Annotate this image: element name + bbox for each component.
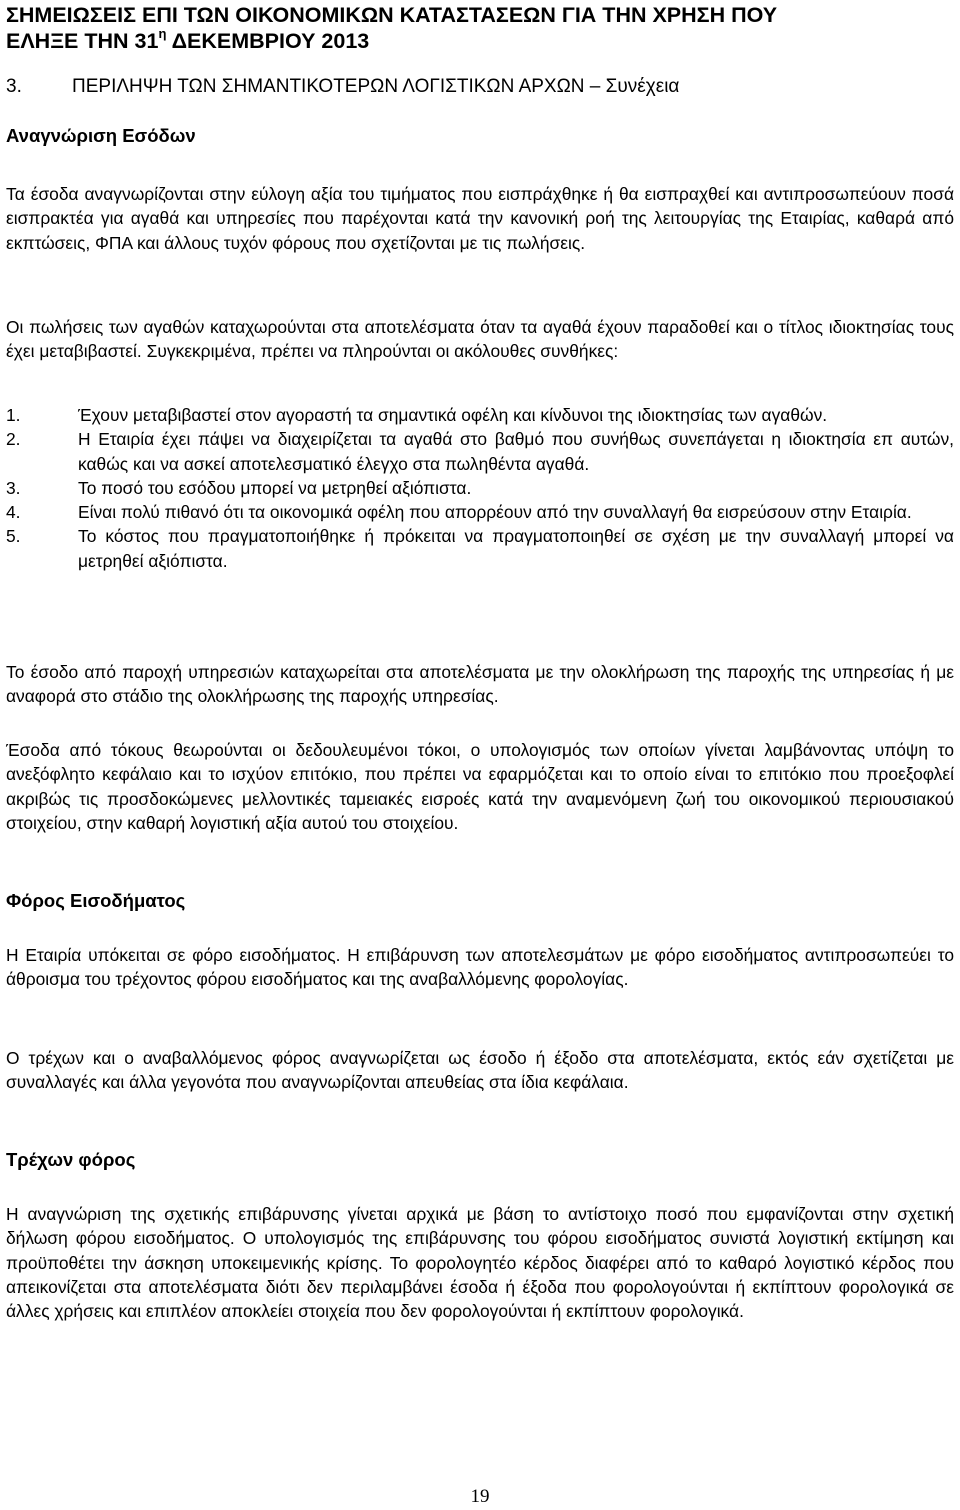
list-item-text: Έχουν μεταβιβαστεί στον αγοραστή τα σημαντικά οφέλη και κίνδυνοι της ιδιοκτησίας των αγαθών. xyxy=(78,405,828,425)
revenue-paragraph-4: Έσοδα από τόκους θεωρούνται οι δεδουλευμένοι τόκοι, ο υπολογισμός των οποίων γίνεται λαμβάνοντας υπόψη το ανεξόφλητο κεφάλαιο και το ισχύον επιτόκιο, που πρέπει να εφαρμόζεται και το οποίο είναι το επιτόκιο που προεξοφλεί ακριβώς τις προσδοκώμενες μελλοντικές ταμειακές εισροές κατά την αναμενόμενη ζωή του οικονομικού περιουσιακού στοιχείου, στην καθαρή λογιστική αξία αυτού του στοιχείου. xyxy=(6,740,954,833)
list-item-number: 1. xyxy=(6,405,21,425)
income-tax-paragraph-1: Η Εταιρία υπόκειται σε φόρο εισοδήματος. Η επιβάρυνση των αποτελεσμάτων με φόρο εισοδήματος αντιπροσωπεύει το άθροισμα του τρέχοντος φόρου εισοδήματος και της αναβαλλόμενης φορολογίας. xyxy=(6,945,954,990)
revenue-heading: Αναγνώριση Εσόδων xyxy=(6,125,196,146)
income-tax-heading: Φόρος Εισοδήματος xyxy=(6,890,186,911)
list-item-number: 4. xyxy=(6,502,21,523)
header-line-2-prefix: ΕΛΗΞΕ ΤΗΝ 31 xyxy=(6,29,159,53)
header-superscript: η xyxy=(158,25,167,41)
header-line-1: ΣΗΜΕΙΩΣΕΙΣ ΕΠΙ ΤΩΝ ΟΙΚΟΝΟΜΙΚΩΝ ΚΑΤΑΣΤΑΣΕΩΝ ΓΙΑ ΤΗΝ ΧΡΗΣΗ ΠΟΥ xyxy=(6,3,778,27)
list-item-text: Είναι πολύ πιθανό ότι τα οικονομικά οφέλη που απορρέουν από την συναλλαγή θα εισρεύσουν στην Εταιρία. xyxy=(78,502,912,523)
list-item xyxy=(6,476,954,500)
list-item-number: 2. xyxy=(6,429,21,450)
current-tax-heading: Τρέχων φόρος xyxy=(6,1149,136,1170)
page-number: 19 xyxy=(470,1486,490,1507)
income-tax-paragraph-2: Ο τρέχων και ο αναβαλλόμενος φόρος αναγνωρίζεται ως έσοδο ή έξοδο στα αποτελέσματα, εκτός εάν σχετίζεται με συναλλαγές και άλλα γεγονότα που αναγνωρίζονται απευθείας στα ίδια κεφάλαια. xyxy=(6,1048,954,1093)
list-item-text: Το κόστος που πραγματοποιήθηκε ή πρόκειται να πραγματοποιηθεί σε σχέση με την συναλλαγή μπορεί να μετρηθεί αξιόπιστα. xyxy=(78,526,954,571)
list-item-number: 3. xyxy=(6,477,21,498)
section-title-text: ΠΕΡΙΛΗΨΗ ΤΩΝ ΣΗΜΑΝΤΙΚΟΤΕΡΩΝ ΛΟΓΙΣΤΙΚΩΝ ΑΡΧΩΝ – Συνέχεια xyxy=(72,76,680,97)
list-item-text: Η Εταιρία έχει πάψει να διαχειρίζεται τα αγαθά στο βαθμό που συνήθως συνεπάγεται η ιδιοκτησία επ αυτών, καθώς και να ασκεί αποτελεσματικό έλεγχο στα πωληθέντα αγαθά. xyxy=(78,429,954,474)
section-title xyxy=(6,75,954,99)
list-item xyxy=(6,500,954,524)
current-tax-paragraph-1: Η αναγνώριση της σχετικής επιβάρυνσης γίνεται αρχικά με βάση το αντίστοιχο ποσό που εμφανίζονται στην σχετική δήλωση φόρου εισοδήματος. Ο υπολογισμός της επιβάρυνσης του φόρου εισοδήματος συνιστά λογιστική εκτίμηση και προϋποθέτει την άσκηση υποκειμενικής κρίσης. Το φορολογητέο κέρδος διαφέρει από το καθαρό λογιστικό κέρδος που απεικονίζεται στα αποτελέσματα διότι δεν περιλαμβάνει έσοδα ή έξοδα που φορολογούνται ή εκπίπτουν φορολογικά σε άλλες χρήσεις και επιπλέον αποκλείει στοιχεία που δεν φορολογούνται ή εκπίπτουν φορολογικά. xyxy=(6,1204,954,1322)
revenue-paragraph-3: Το έσοδο από παροχή υπηρεσιών καταχωρείται στα αποτελέσματα με την ολοκλήρωση της παροχής της υπηρεσίας ή με αναφορά στο στάδιο της ολοκλήρωσης της παροχής υπηρεσίας. xyxy=(6,662,954,707)
document-header xyxy=(6,2,954,54)
revenue-paragraph-1: Τα έσοδα αναγνωρίζονται στην εύλογη αξία του τιμήματος που εισπράχθηκε ή θα εισπραχθεί και αντιπροσωπεύουν ποσά εισπρακτέα για αγαθά και υπηρεσίες που παρέχονται κατά την κανονική ροή της λειτουργίας της Εταιρίας, καθαρά από εκπτώσεις, ΦΠΑ και άλλους τυχόν φόρους που σχετίζονται με τις πωλήσεις. xyxy=(6,184,954,253)
list-item-number: 5. xyxy=(6,526,21,547)
list-item xyxy=(6,403,954,427)
list-item-text: Το ποσό του εσόδου μπορεί να μετρηθεί αξιόπιστα. xyxy=(78,477,472,498)
list-item xyxy=(6,524,954,573)
revenue-conditions-list xyxy=(6,403,954,573)
revenue-paragraph-2: Οι πωλήσεις των αγαθών καταχωρούνται στα αποτελέσματα όταν τα αγαθά έχουν παραδοθεί και ο τίτλος ιδιοκτησίας τους έχει μεταβιβαστεί. Συγκεκριμένα, πρέπει να πληρούνται οι ακόλουθες συνθήκες: xyxy=(6,317,954,362)
header-line-2-suffix: ΔΕΚΕΜΒΡΙΟΥ 2013 xyxy=(166,29,370,53)
section-number: 3. xyxy=(6,76,22,97)
list-item xyxy=(6,427,954,476)
